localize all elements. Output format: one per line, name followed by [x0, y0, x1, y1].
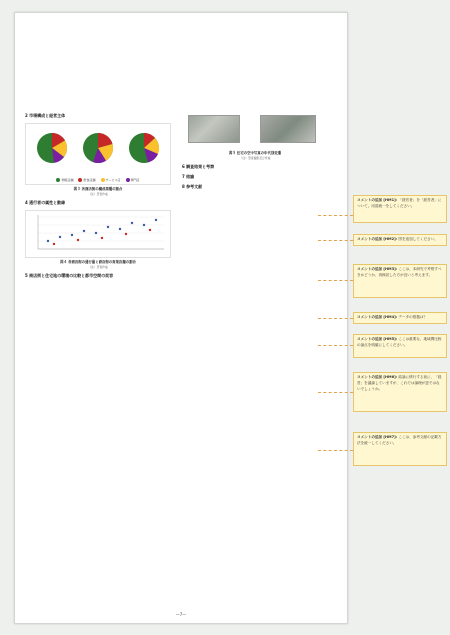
- comment-connector-3: [318, 280, 353, 281]
- figure-5-photos: [182, 115, 328, 151]
- comment-text: 図を追加してください。: [398, 237, 438, 241]
- pie-a: [37, 133, 67, 163]
- comment-label: コメントの追加 [HM2]:: [357, 237, 398, 241]
- aerial-photo-2: [260, 115, 316, 143]
- figure-4-scatter: [25, 210, 171, 258]
- right-column: [182, 111, 328, 190]
- pie-c: [129, 133, 159, 163]
- comment-balloon-6[interactable]: [353, 372, 447, 412]
- section-heading-6: 6 調査結果と考察: [182, 164, 215, 169]
- comment-label: コメントの追加 [HM4]:: [357, 315, 398, 319]
- left-column: [25, 109, 171, 279]
- comment-text: 結論に移行する前に、「経営」を議論していますが、これでは論理が逆ではないでしょうか。: [357, 375, 442, 391]
- legend-item-0: 物販店舗: [56, 178, 73, 182]
- section-heading-7: 7 結論: [182, 174, 195, 179]
- section-heading-4: 4 通行者の属性と動線: [25, 200, 66, 205]
- pie-charts-svg: [26, 124, 170, 172]
- comment-balloon-1[interactable]: [353, 195, 447, 223]
- comment-connector-7: [318, 450, 353, 451]
- figure-3-legend: [26, 178, 170, 182]
- figure-3-caption: 図３ 各商店街の構成業種の割合: [73, 187, 123, 191]
- figure-4-caption: 図４ 各商店街の通行量と商店街の営業店舗の割合: [60, 260, 136, 264]
- comment-text: データの根拠は？: [398, 315, 428, 319]
- comment-label: コメントの追加 [HM7]:: [357, 435, 398, 439]
- comment-connector-2: [318, 240, 353, 241]
- legend-item-3: 専門店: [126, 178, 140, 182]
- figure-5-source: （注）筆者撮影及び作成: [239, 156, 271, 160]
- comment-text: 「経営者」を「経営者」に ついて。用語統一をしてください。: [357, 198, 442, 208]
- page-number: —7—: [175, 612, 187, 617]
- scatter-svg: [26, 211, 170, 257]
- comment-balloon-7[interactable]: [353, 432, 447, 466]
- figure-4-source: （注）筆者作成: [88, 265, 108, 269]
- document-page: [14, 12, 348, 624]
- comment-connector-1: [318, 215, 353, 216]
- comment-text: ここは、本研究で考察すべきかどうか、再検討した方が良いと考えます。: [357, 267, 442, 277]
- comment-balloon-4[interactable]: [353, 312, 447, 324]
- comment-connector-4: [318, 318, 353, 319]
- section-heading-5: 5 商店街と住宅地の環境の比較と都市空間の変容: [25, 273, 114, 278]
- section-heading-2: 2 市場構成と経営主体: [25, 113, 66, 118]
- comment-connector-6: [318, 392, 353, 393]
- comment-balloon-3[interactable]: [353, 264, 447, 298]
- figure-3-source: （注）筆者作成: [88, 192, 108, 196]
- comment-balloon-5[interactable]: [353, 334, 447, 358]
- comment-balloon-2[interactable]: [353, 234, 447, 246]
- comment-text: ここは重要な、地域間比較の論点を明確にしてください。: [357, 337, 442, 347]
- comment-label: コメントの追加 [HM1]:: [357, 198, 398, 202]
- comment-text: ここは、参考文献の記載方法を統一してください。: [357, 435, 442, 445]
- references-heading: 8 参考文献: [182, 184, 203, 189]
- pie-b: [83, 133, 113, 163]
- legend-item-2: サービス店: [101, 178, 121, 182]
- aerial-photo-1: [188, 115, 240, 143]
- comment-label: コメントの追加 [HM5]:: [357, 337, 398, 341]
- legend-item-1: 飲食店舗: [78, 178, 95, 182]
- comment-label: コメントの追加 [HM6]:: [357, 375, 398, 379]
- figure-3-pie-charts: [25, 123, 171, 185]
- comment-connector-5: [318, 345, 353, 346]
- figure-5-caption: 図５ 住宅の空中写真の年代別変遷: [228, 151, 282, 155]
- comment-label: コメントの追加 [HM3]:: [357, 267, 398, 271]
